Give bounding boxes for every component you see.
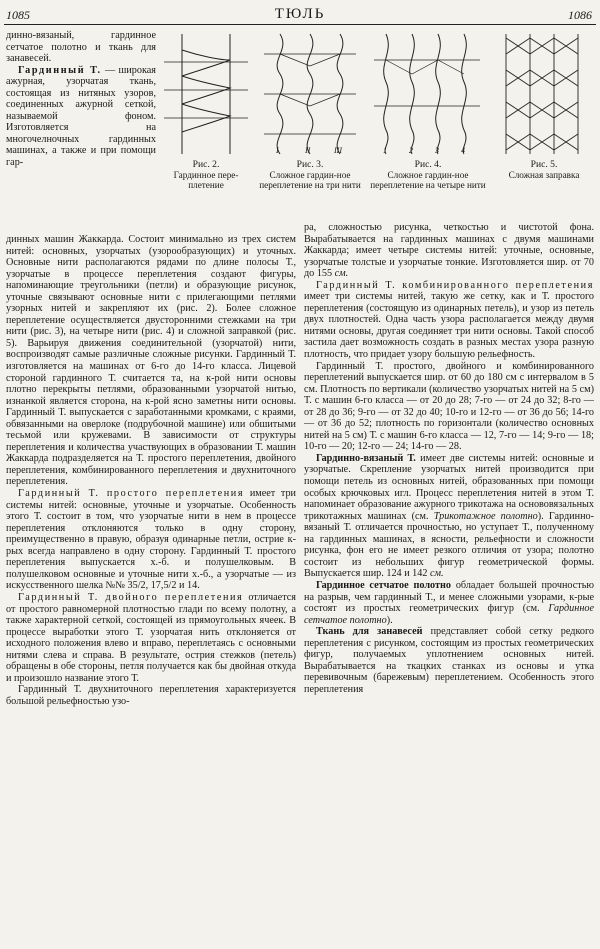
paragraph: [304, 280, 594, 361]
left-column: [6, 234, 296, 707]
thread-label: I: [276, 146, 279, 155]
figure-5-drawing: [494, 30, 594, 158]
figure-3-caption: [256, 160, 364, 190]
header-rule: [4, 24, 596, 25]
paragraph-text: имеет три системы нитей: основные, уточные и узорчатые. Особенность этого Т. состоит в том, что узорчатые нити в нем в процессе переплетения отклоняются только в одну сторону, преимущественно в правую, образуя одинарные петли, острие к-рых всегда направлено в одну сторону. Гардинный Т. простого переплетения выпускается х.-б. и полушелковым. В полушелковом основные и уточные нити х.-б., а узорчатые — из искусственного шелка №№ 35/2, 17,5/2 и 14.: [6, 488, 297, 592]
paragraph-text: ра, сложностью рисунка, четкостью и чистотой фона. Вырабатывается на гардинных машинах с двумя машинами Жаккарда; имеет четыре системы нитей: уточные, основные, узорчатые толстые и узорчатые тонкие. Изготовляется шир. от 70 до 155: [304, 222, 594, 280]
paragraph-text: ). Гардинно-вязаный Т. отличается прочностью, но уступает Т., полученному на гардинных машинах, в ясности, рельефности и сложности рисунка, фон его не имеет резкого отличия от узора; полотно состоит из небольших фигур геометрической формы. Выпускается шир. 124 и 142: [304, 510, 595, 580]
paragraph: [304, 222, 594, 280]
paragraph-text: обладает большей прочностью на разрыв, чем гардинный Т., и менее сложными узорами, к-рые состоят из простых геометрических фигур (см.: [304, 579, 595, 615]
figure-4-drawing: [372, 30, 484, 158]
paragraph-text: представляет собой сетку редкого переплетения с рисунком, состоящим из простых геометрических фигур, получаемых уплотнением основных нитей. Вырабатывается на ткацких станках из основы и утка перевивочным (барежевым) переплетением. Особенность этого переплетения: [304, 626, 595, 695]
figure-number: Рис. 3.: [296, 159, 324, 170]
term: Гардинно-вязаный Т.: [316, 452, 416, 464]
paragraph-text: имеет три системы нитей, такую же сетку, как и Т. простого переплетения (состоящую из одинарных петель), и узор из петель двух плотностей. Одна часть узора располагается между двумя нитями основы, другая соединяет три нити основы. Такой способ застила дает возможность создать в разных местах узора разную плотность, что придает узору большую рельефность.: [304, 291, 594, 361]
term: Гардинный Т. комбинированного переплетения: [316, 279, 594, 291]
unit: см.: [430, 568, 444, 580]
cross-reference: Трикотажное полотно: [433, 510, 538, 522]
paragraph: Гардинный Т. двухниточного переплетения характеризуется большой рельефностью узо-: [6, 684, 296, 707]
figure-number: Рис. 2.: [192, 159, 220, 170]
page-number-right: 1086: [568, 8, 592, 22]
figure-number: Рис. 4.: [414, 159, 442, 170]
paragraph-text: ).: [386, 614, 393, 626]
thread-label: 4: [461, 146, 465, 155]
paragraph: динных машин Жаккарда. Состоит минимально из трех систем нитей: основных, узорчатых (узорообразующих) и уточных. Основные нити располагаются рядами по длине полосы Т., узорчатые в процессе переплетения создают фигуры, напоминающие треугольники (петли) и образующие рисунок, уточные связывают основные нити с прилегающими петлями узорных нитей и закрепляют их (рис. 2). Более сложное переплетение осуществляется двусторонними стежками на три нити (рис. 3), на четыре нити (рис. 4) и сложной заправкой (рис. 5). Варьируя движения соединительной (узорчатой) нити, воспроизводят самые различные сложные рисунки. Гардинный Т. изготовляется на машинах от 6-го до 14-го класса. Лицевой стороной гардинного Т. считается та, на к-рой нити основы плотно перекрыты петлями, образованными узорчатой нитью, изнанкой является сторона, на к-рой ясно заметны нити основы. Гардинный Т. выпускается с заработанными кромками, с краями, обвязанными на оверлоке (подрубочной машине) или обшитыми тесьмой или кружевами. В зависимости от структуры переплетения и количества участвующих в образовании Т. машин Жаккарда подразделяется на Т. простого переплетения, двойного переплетения, комбинированного переплетения и двухниточного переплетения.: [6, 234, 296, 488]
paragraph: [304, 626, 594, 695]
running-title: ТЮЛЬ: [274, 6, 326, 22]
figure-3-drawing: [260, 30, 360, 158]
narrow-column: [6, 30, 156, 169]
term: Гардинный Т.: [18, 64, 102, 76]
paragraph: [6, 65, 156, 169]
unit: см.: [334, 268, 349, 280]
figure-4-caption: [370, 160, 486, 190]
figure-caption-text: Сложная заправка: [508, 170, 580, 180]
paragraph: [304, 580, 594, 626]
paragraph: Гардинный Т. простого, двойного и комбинированного переплетений выпускается шир. от 60 до 180 см с интервалом в 5 см. Плотность по вертикали (количество узорчатых нитей на 5 см) Т. с машин 6-го класса — от 20 до 28; 7-го — от 24 до 32; 8-го — от 28 до 36; 9-го — от 32 до 40; 10-го и 12-го — от 36 до 56; 14-го — от 36 до 52; плотность по горизонтали (количество основных нитей на 5 см) Т. с машин 6-го класса — 12, 7-го — 14; 9-го — 18; 10-го — 20; 12-го — 24; 14-го — 28.: [304, 360, 594, 453]
figure-5: [494, 30, 594, 180]
figures-block: [160, 30, 596, 218]
figure-number: Рис. 5.: [530, 159, 558, 170]
figure-5-caption: [494, 160, 594, 180]
figure-caption-text: Сложное гардин-ное переплетение на четыре нити: [370, 170, 486, 190]
thread-label: II: [305, 146, 311, 155]
term: Гардинное сетчатое полотно: [316, 579, 451, 591]
figure-caption-text: Гардинное пере-плетение: [173, 170, 239, 190]
thread-label: 3: [435, 146, 439, 155]
figure-4: [370, 30, 486, 190]
figure-2-drawing: [160, 30, 252, 158]
paragraph: [304, 453, 594, 580]
right-column: [304, 222, 594, 695]
paragraph-text: — широкая ажурная, узорчатая ткань, состоящая из нитяных узоров, соединенных ажурной сеткой, называемой фоном. Изготовляется на многочелночных гардинных машинах, а также и при помощи гар-: [6, 64, 156, 169]
cross-reference: Гардинное сетчатое полотно: [304, 603, 594, 626]
term: Гардинный Т. двойного переплетения: [18, 591, 244, 603]
figure-2: [160, 30, 252, 190]
thread-label: III: [334, 146, 342, 155]
page-number-left: 1085: [6, 8, 30, 22]
thread-label: 2: [409, 146, 413, 155]
term: Гардинный Т. простого переплетения: [18, 488, 245, 500]
page-header: [0, 6, 600, 26]
paragraph: [6, 488, 296, 592]
figure-3: [259, 30, 361, 190]
paragraph: динно-вязаный, гардинное сетчатое полотно и ткань для занавесей.: [6, 30, 156, 65]
paragraph: [6, 592, 296, 684]
figure-caption-text: Сложное гардин-ное переплетение на три нити: [259, 170, 361, 190]
term: Ткань для занавесей: [316, 626, 423, 638]
paragraph-text: имеет две системы нитей: основные и узорчатые. Скрепление узорчатых нитей производится при помощи петель из основных нитей, образованных при помощи особых крючковых игл. Процесс переплетения нитей в этом Т. напоминает образование ажурного трикотажа на основовязальных трикотажных машинах (см.: [304, 452, 594, 522]
figure-2-caption: [160, 160, 252, 190]
paragraph-text: отличается от простого равномерной плотностью глади по всему полотну, а также характерной сеткой, состоящей из прямоугольных ячеек. В процессе выработки этого Т. узорчатая нить отклоняется от исходного положения влево и вправо, переплетаясь с основными нитями слева и справа. В результате, острия стежков (петель) обращены в обе стороны, петля получается как бы двойная откуда и произошло название этого Т.: [6, 591, 296, 684]
thread-label: 1: [383, 146, 387, 155]
